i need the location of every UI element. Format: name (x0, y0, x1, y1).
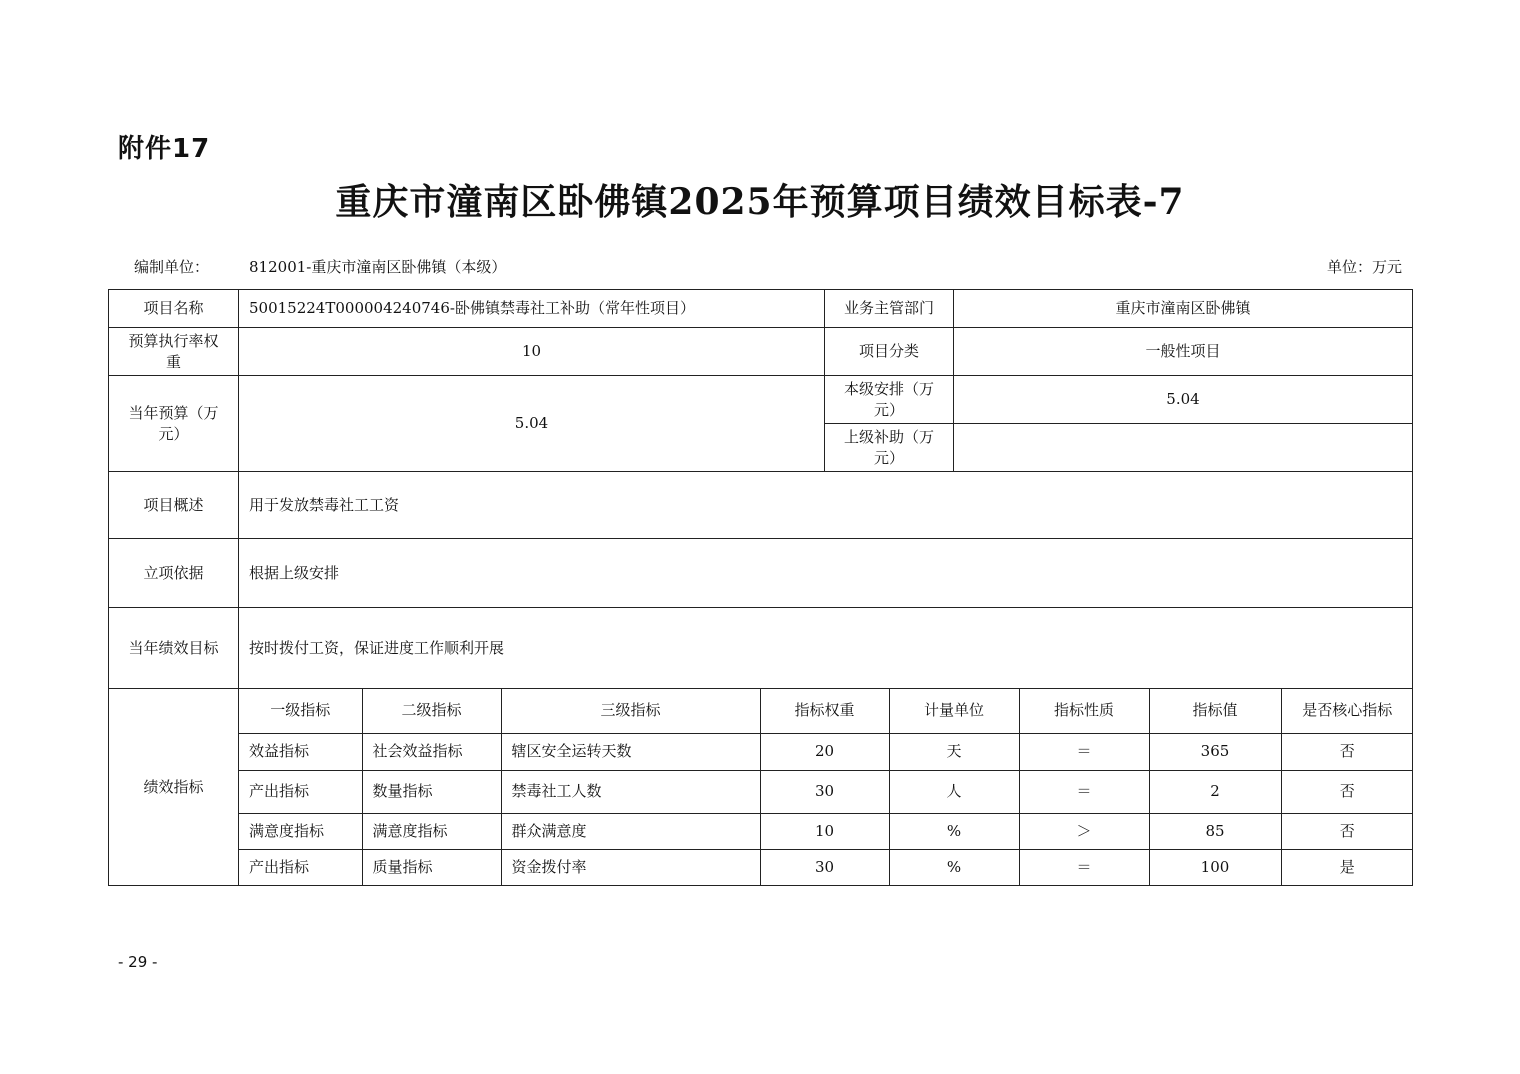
goal-value: 按时拨付工资，保证进度工作顺利开展 (239, 608, 1413, 689)
header-level1: 一级指标 (239, 689, 362, 733)
dept-label: 业务主管部门 (825, 290, 954, 328)
indicator-row (239, 849, 1413, 885)
compiling-unit-value: 812001-重庆市潼南区卧佛镇（本级） (249, 258, 507, 276)
performance-table (108, 289, 1413, 886)
currency-unit: 单位：万元 (1326, 258, 1402, 276)
indicator-level1: 产出指标 (239, 849, 362, 885)
local-arrangement-value: 5.04 (954, 376, 1413, 424)
budget-label: 当年预算（万元） (109, 376, 239, 472)
indicator-core: 否 (1281, 733, 1413, 770)
indicator-core: 是 (1281, 849, 1413, 885)
compiling-unit-label: 编制单位： (134, 258, 210, 276)
header-value: 指标值 (1149, 689, 1281, 733)
attachment-label: 附件17 (118, 134, 211, 164)
weight-label: 预算执行率权重 (109, 328, 239, 376)
indicator-level3: 禁毒社工人数 (501, 770, 760, 813)
indicators-table (239, 689, 1413, 885)
overview-label: 项目概述 (109, 472, 239, 539)
indicator-unit: 人 (889, 770, 1019, 813)
indicator-row (239, 770, 1413, 813)
header-level2: 二级指标 (362, 689, 501, 733)
project-name-value: 50015224T000004240746-卧佛镇禁毒社工补助（常年性项目） (239, 290, 825, 328)
header-unit: 计量单位 (889, 689, 1019, 733)
budget-value: 5.04 (239, 376, 825, 472)
indicator-level2: 质量指标 (362, 849, 501, 885)
indicators-label: 绩效指标 (109, 689, 239, 886)
header-level3: 三级指标 (501, 689, 760, 733)
upper-subsidy-value (954, 424, 1413, 472)
indicator-weight: 30 (760, 770, 889, 813)
indicator-level1: 效益指标 (239, 733, 362, 770)
indicator-nature: ＞ (1019, 813, 1149, 849)
header-nature: 指标性质 (1019, 689, 1149, 733)
page-title: 重庆市潼南区卧佛镇2025年预算项目绩效目标表-7 (335, 181, 1185, 223)
header-core: 是否核心指标 (1281, 689, 1413, 733)
indicator-level2: 数量指标 (362, 770, 501, 813)
indicator-value: 2 (1149, 770, 1281, 813)
overview-value: 用于发放禁毒社工工资 (239, 472, 1413, 539)
indicator-unit: 天 (889, 733, 1019, 770)
indicator-core: 否 (1281, 770, 1413, 813)
upper-subsidy-label: 上级补助（万元） (825, 424, 954, 472)
indicator-weight: 10 (760, 813, 889, 849)
indicator-weight: 20 (760, 733, 889, 770)
indicator-level2: 满意度指标 (362, 813, 501, 849)
indicator-level2: 社会效益指标 (362, 733, 501, 770)
compiling-unit (134, 256, 506, 277)
indicator-level3: 群众满意度 (501, 813, 760, 849)
category-value: 一般性项目 (954, 328, 1413, 376)
indicator-level1: 产出指标 (239, 770, 362, 813)
basis-label: 立项依据 (109, 539, 239, 608)
indicator-unit: % (889, 849, 1019, 885)
page-number: - 29 - (118, 953, 158, 971)
indicator-nature: ＝ (1019, 770, 1149, 813)
project-name-label: 项目名称 (109, 290, 239, 328)
goal-label: 当年绩效目标 (109, 608, 239, 689)
indicator-value: 85 (1149, 813, 1281, 849)
weight-value: 10 (239, 328, 825, 376)
indicator-row (239, 813, 1413, 849)
indicator-header-row (239, 689, 1413, 733)
indicator-nature: ＝ (1019, 733, 1149, 770)
indicator-level3: 辖区安全运转天数 (501, 733, 760, 770)
indicator-level3: 资金拨付率 (501, 849, 760, 885)
indicator-row (239, 733, 1413, 770)
indicator-weight: 30 (760, 849, 889, 885)
indicator-unit: % (889, 813, 1019, 849)
dept-value: 重庆市潼南区卧佛镇 (954, 290, 1413, 328)
indicator-level1: 满意度指标 (239, 813, 362, 849)
indicator-nature: ＝ (1019, 849, 1149, 885)
indicator-value: 100 (1149, 849, 1281, 885)
category-label: 项目分类 (825, 328, 954, 376)
header-weight: 指标权重 (760, 689, 889, 733)
indicator-core: 否 (1281, 813, 1413, 849)
basis-value: 根据上级安排 (239, 539, 1413, 608)
local-arrangement-label: 本级安排（万元） (825, 376, 954, 424)
indicators-container (239, 689, 1413, 886)
indicator-value: 365 (1149, 733, 1281, 770)
